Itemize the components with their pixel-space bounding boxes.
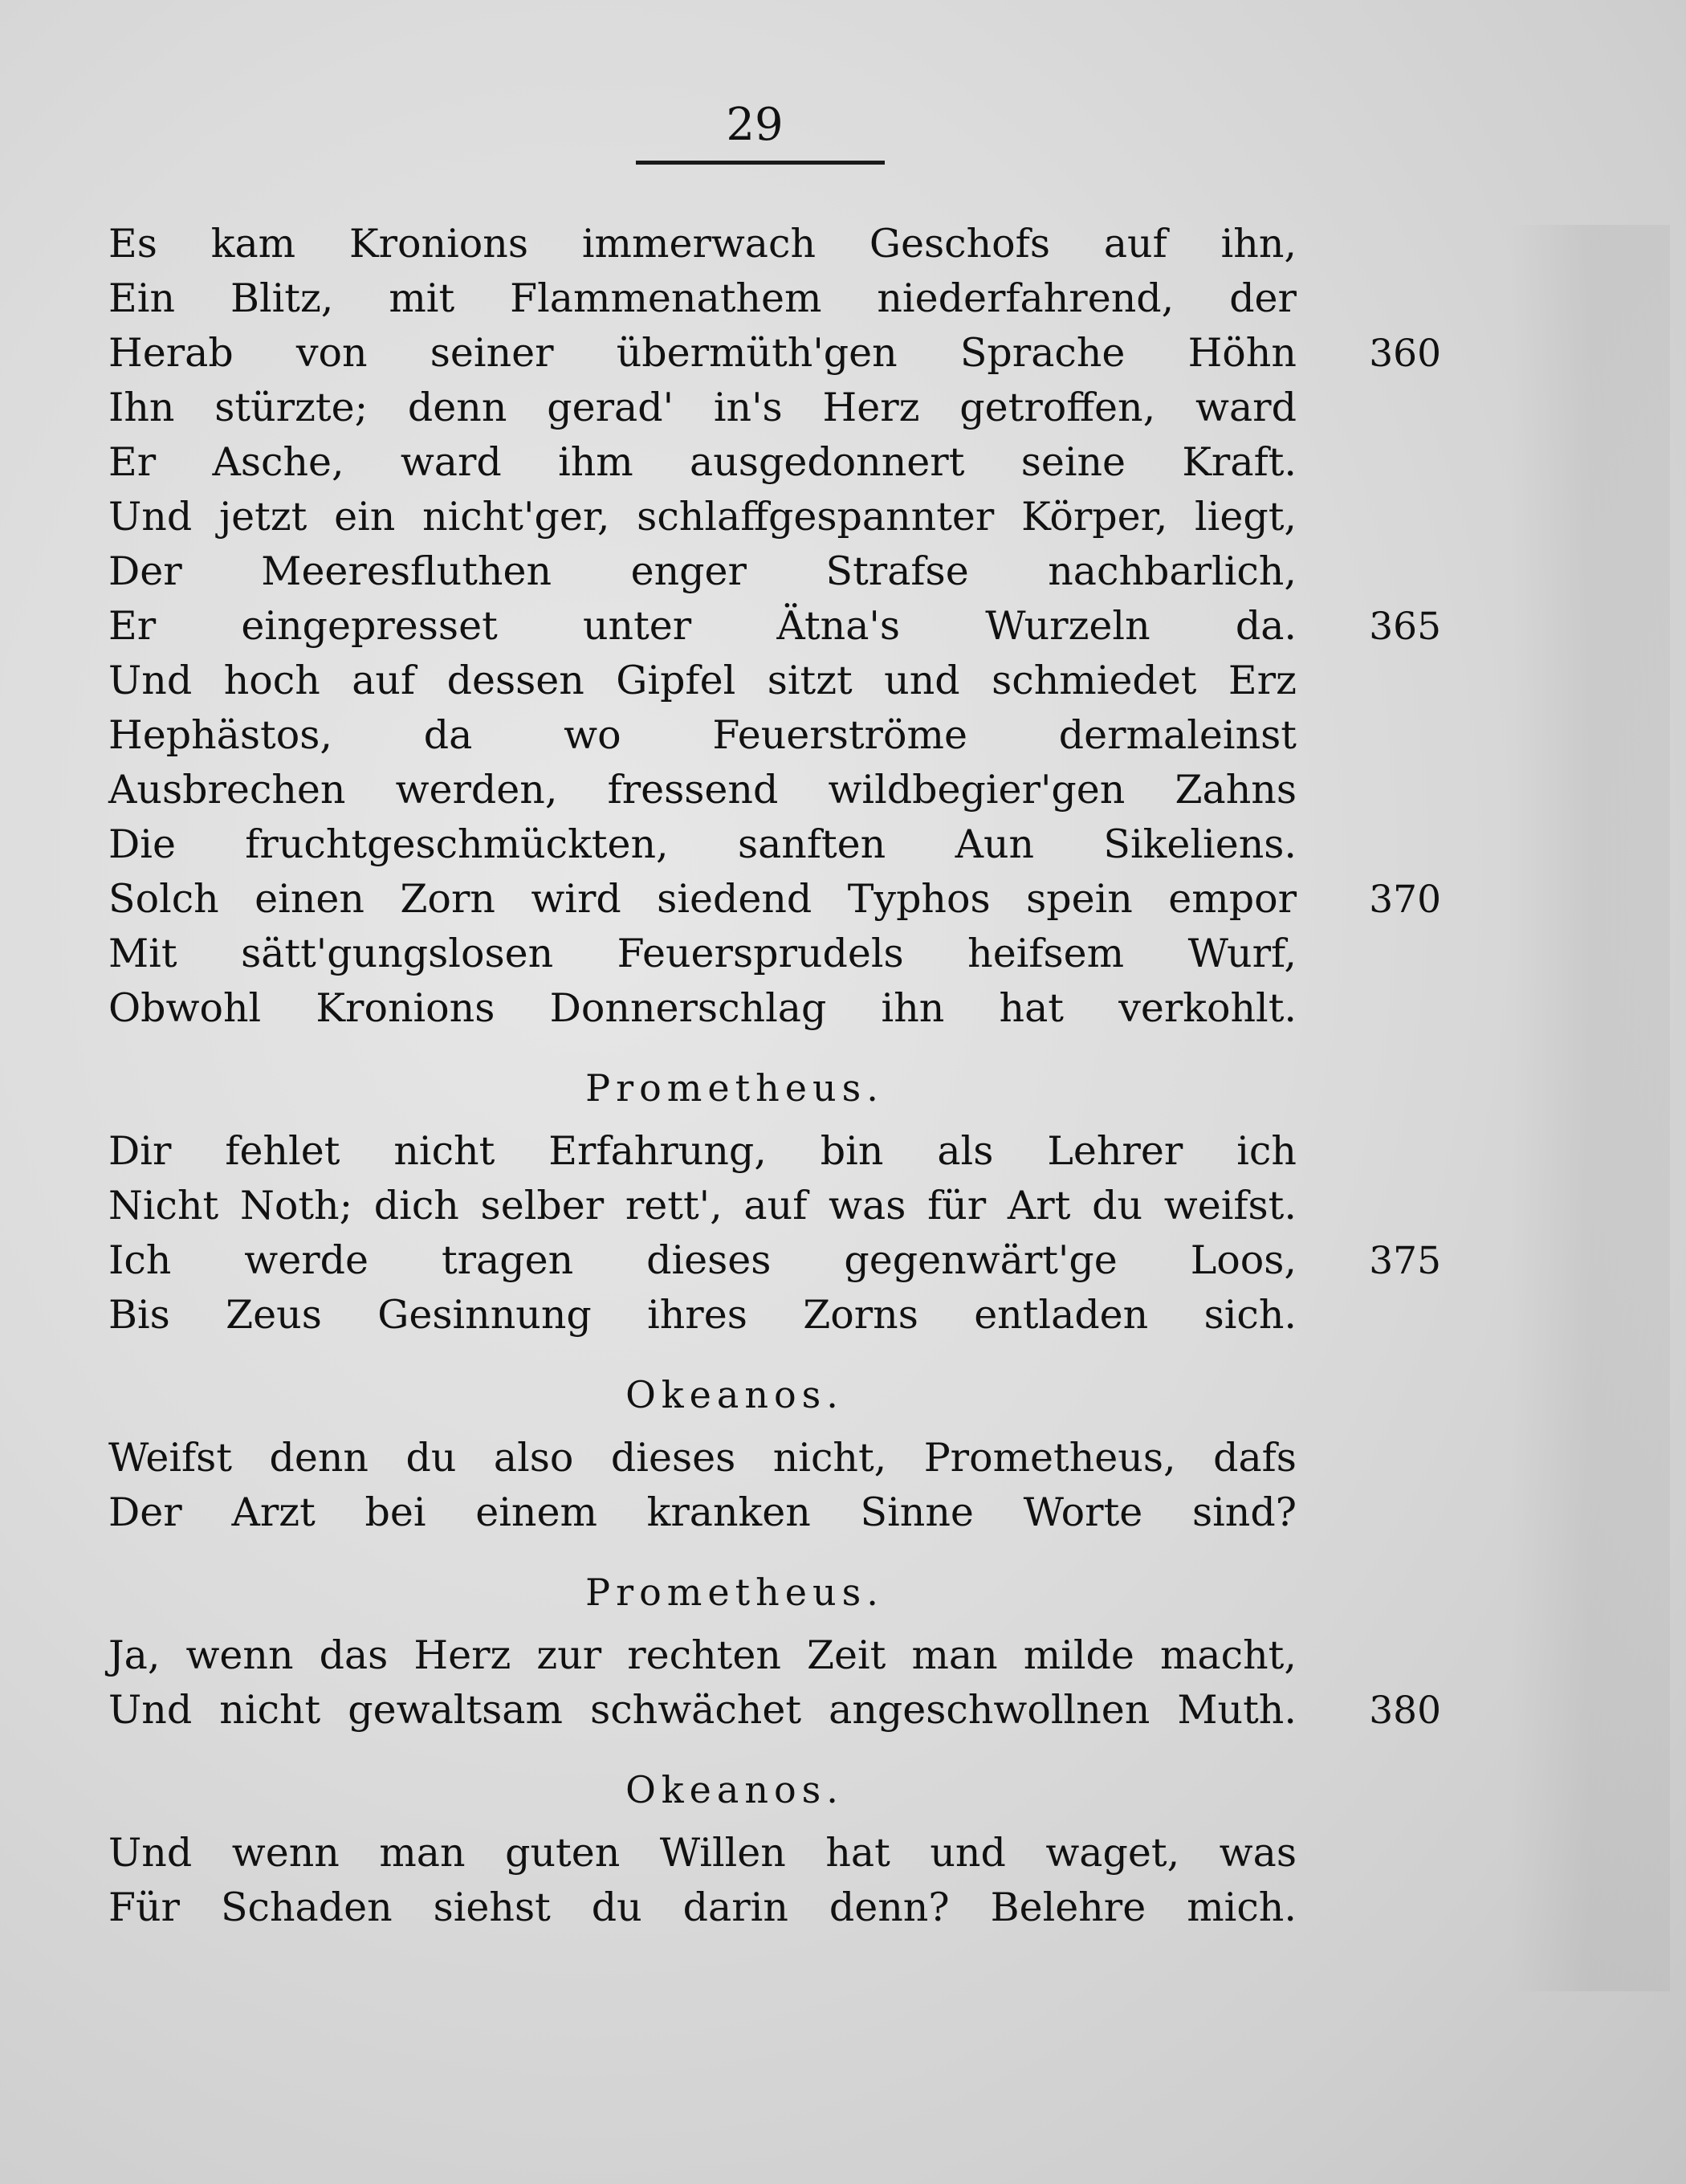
verse-line [108,981,1441,1036]
verse-line [108,544,1441,599]
speaker-heading: Okeanos. [625,1373,844,1416]
verse-line [108,1179,1441,1233]
verse-text: Es kam Kronions immerwach Geschofs auf ihn, [108,221,1297,267]
verse-text: Weifst denn du also dieses nicht, Prometheus, dafs [108,1435,1297,1481]
verse-text: Und nicht gewaltsam schwächet angeschwollnen Muth. [108,1687,1297,1733]
verse-text: Der Meeresfluthen enger Strafse nachbarlich, [108,548,1297,594]
speaker-heading: Prometheus. [585,1066,884,1110]
verse-line [108,1683,1441,1738]
speaker-heading: Prometheus. [585,1571,884,1614]
verse-line [108,817,1441,872]
verse-text: Mit sätt'gungslosen Feuersprudels heifsem Wurf, [108,931,1297,976]
verse-line [108,1233,1441,1288]
verse-line [108,1485,1441,1540]
verse-text: Nicht Noth; dich selber rett', auf was für Art du weifst. [108,1183,1297,1228]
line-number: 370 [1369,878,1441,922]
line-number: 365 [1369,605,1441,649]
verse-line [108,381,1441,435]
verse-text: Ein Blitz, mit Flammenathem niederfahrend, der [108,275,1297,321]
verse-text: Bis Zeus Gesinnung ihres Zorns entladen sich. [108,1292,1297,1338]
header-rule [636,161,885,165]
verse-line [108,326,1441,381]
verse-text: Ihn stürzte; denn gerad' in's Herz getroffen, ward [108,385,1297,430]
verse-text: Für Schaden siehst du darin denn? Belehre mich. [108,1885,1297,1930]
verse-text: Ich werde tragen dieses gegenwärt'ge Loos, [108,1237,1297,1283]
verse-line [108,217,1441,271]
verse-text: Und hoch auf dessen Gipfel sitzt und schmiedet Erz [108,658,1297,703]
verse-text: Der Arzt bei einem kranken Sinne Worte sind? [108,1489,1297,1535]
line-number: 360 [1369,332,1441,376]
verse-line [108,654,1441,708]
show-through-shadow [1509,225,1670,1991]
verse-text: Und wenn man guten Willen hat und waget, was [108,1830,1297,1876]
line-number: 375 [1369,1239,1441,1283]
verse-line [108,1124,1441,1179]
verse-text: Obwohl Kronions Donnerschlag ihn hat verkohlt. [108,985,1297,1031]
verse-line [108,708,1441,763]
verse-line [108,1431,1441,1485]
verse-text: Und jetzt ein nicht'ger, schlaffgespannter Körper, liegt, [108,494,1297,540]
verse-text: Er Asche, ward ihm ausgedonnert seine Kraft. [108,439,1297,485]
verse-text: Hephästos, da wo Feuerströme dermaleinst [108,712,1297,758]
verse-line [108,490,1441,544]
verse-line [108,1880,1441,1935]
verse-line [108,271,1441,326]
verse-text-block [108,217,1441,1935]
speaker-heading: Okeanos. [625,1768,844,1811]
verse-line [108,599,1441,654]
verse-line [108,872,1441,927]
verse-text: Dir fehlet nicht Erfahrung, bin als Lehrer ich [108,1128,1297,1174]
page-number: 29 [726,99,784,151]
verse-text: Die fruchtgeschmückten, sanften Aun Sikeliens. [108,821,1297,867]
verse-text: Ja, wenn das Herz zur rechten Zeit man milde macht, [108,1632,1297,1678]
verse-line [108,435,1441,490]
verse-line [108,1826,1441,1880]
verse-text: Er eingepresset unter Ätna's Wurzeln da. [108,603,1297,649]
verse-line [108,927,1441,981]
verse-line [108,1628,1441,1683]
verse-line [108,763,1441,817]
line-number: 380 [1369,1689,1441,1733]
verse-text: Herab von seiner übermüth'gen Sprache Höhn [108,330,1297,376]
verse-text: Solch einen Zorn wird siedend Typhos spein empor [108,876,1297,922]
verse-text: Ausbrechen werden, fressend wildbegier'gen Zahns [108,767,1297,813]
verse-line [108,1288,1441,1343]
